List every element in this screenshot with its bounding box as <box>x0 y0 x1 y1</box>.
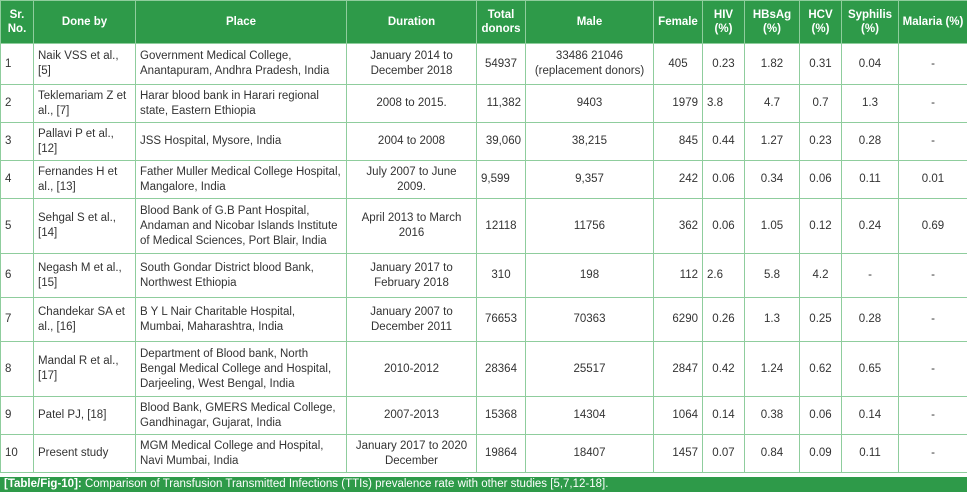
cell-duration: April 2013 to March 2016 <box>347 199 477 254</box>
cell-female: 362 <box>654 199 703 254</box>
cell-place: Blood Bank of G.B Pant Hospital, Andaman and Nicobar Islands Institute of Medical Sciences, Port Blair, India <box>136 199 347 254</box>
cell-hiv: 0.26 <box>703 298 745 342</box>
cell-total: 39,060 <box>477 123 526 161</box>
cell-sr: 9 <box>1 397 34 435</box>
cell-done-by: Negash M et al., [15] <box>34 254 136 298</box>
cell-sr: 10 <box>1 435 34 473</box>
figure-caption <box>0 477 967 492</box>
cell-hbsag: 5.8 <box>745 254 800 298</box>
cell-hiv: 2.6 <box>703 254 745 298</box>
cell-place: Department of Blood bank, North Bengal Medical College and Hospital, Darjeeling, West Bengal, India <box>136 342 347 397</box>
cell-sr: 7 <box>1 298 34 342</box>
table-row <box>1 298 967 342</box>
header-malaria: Malaria (%) <box>899 1 967 44</box>
cell-place: Government Medical College, Anantapuram, Andhra Pradesh, India <box>136 44 347 85</box>
cell-sr: 8 <box>1 342 34 397</box>
cell-total: 15368 <box>477 397 526 435</box>
header-duration: Duration <box>347 1 477 44</box>
header-done-by: Done by <box>34 1 136 44</box>
cell-syphilis: 0.11 <box>842 161 899 199</box>
cell-total: 310 <box>477 254 526 298</box>
cell-total: 12118 <box>477 199 526 254</box>
caption-label: [Table/Fig-10]: <box>4 478 82 490</box>
cell-hcv: 0.31 <box>800 44 842 85</box>
cell-malaria: 0.69 <box>899 199 967 254</box>
cell-total: 11,382 <box>477 85 526 123</box>
table-row <box>1 44 967 85</box>
cell-hbsag: 0.34 <box>745 161 800 199</box>
caption-text: Comparison of Transfusion Transmitted Infections (TTIs) prevalence rate with other studies [5,7,12-18]. <box>84 478 609 490</box>
cell-total: 28364 <box>477 342 526 397</box>
cell-male: 11756 <box>526 199 654 254</box>
cell-duration: January 2014 to December 2018 <box>347 44 477 85</box>
cell-place: Blood Bank, GMERS Medical College, Gandhinagar, Gujarat, India <box>136 397 347 435</box>
cell-duration: 2004 to 2008 <box>347 123 477 161</box>
cell-female: 1064 <box>654 397 703 435</box>
cell-male: 25517 <box>526 342 654 397</box>
cell-hcv: 0.23 <box>800 123 842 161</box>
cell-duration: 2007-2013 <box>347 397 477 435</box>
cell-female: 112 <box>654 254 703 298</box>
header-syphilis: Syphilis (%) <box>842 1 899 44</box>
cell-syphilis: 0.04 <box>842 44 899 85</box>
cell-sr: 5 <box>1 199 34 254</box>
cell-female: 6290 <box>654 298 703 342</box>
cell-place: Father Muller Medical College Hospital, Mangalore, India <box>136 161 347 199</box>
table-row <box>1 161 967 199</box>
cell-hcv: 0.06 <box>800 161 842 199</box>
cell-duration: 2010-2012 <box>347 342 477 397</box>
cell-hiv: 0.06 <box>703 199 745 254</box>
header-sr-no: Sr. No. <box>1 1 34 44</box>
cell-malaria: 0.01 <box>899 161 967 199</box>
cell-syphilis: 0.14 <box>842 397 899 435</box>
cell-syphilis: 0.28 <box>842 123 899 161</box>
cell-hcv: 0.25 <box>800 298 842 342</box>
cell-hcv: 0.06 <box>800 397 842 435</box>
cell-syphilis: - <box>842 254 899 298</box>
table-row <box>1 199 967 254</box>
cell-male: 38,215 <box>526 123 654 161</box>
cell-syphilis: 0.24 <box>842 199 899 254</box>
cell-male: 14304 <box>526 397 654 435</box>
cell-total: 9,599 <box>477 161 526 199</box>
header-hiv: HIV (%) <box>703 1 745 44</box>
cell-hcv: 0.62 <box>800 342 842 397</box>
cell-duration: July 2007 to June 2009. <box>347 161 477 199</box>
header-total-donors: Total donors <box>477 1 526 44</box>
cell-syphilis: 0.28 <box>842 298 899 342</box>
table-row <box>1 342 967 397</box>
cell-place: Harar blood bank in Harari regional state, Eastern Ethiopia <box>136 85 347 123</box>
header-female: Female <box>654 1 703 44</box>
table-row <box>1 435 967 473</box>
cell-hbsag: 0.84 <box>745 435 800 473</box>
cell-sr: 3 <box>1 123 34 161</box>
cell-female: 845 <box>654 123 703 161</box>
cell-done-by: Mandal R et al., [17] <box>34 342 136 397</box>
cell-hcv: 0.7 <box>800 85 842 123</box>
cell-female: 242 <box>654 161 703 199</box>
cell-hiv: 0.06 <box>703 161 745 199</box>
cell-place: South Gondar District blood Bank, Northwest Ethiopia <box>136 254 347 298</box>
cell-hbsag: 4.7 <box>745 85 800 123</box>
cell-total: 19864 <box>477 435 526 473</box>
header-place: Place <box>136 1 347 44</box>
table-row <box>1 85 967 123</box>
cell-duration: January 2007 to December 2011 <box>347 298 477 342</box>
cell-done-by: Teklemariam Z et al., [7] <box>34 85 136 123</box>
cell-done-by: Patel PJ, [18] <box>34 397 136 435</box>
cell-hbsag: 0.38 <box>745 397 800 435</box>
cell-male: 70363 <box>526 298 654 342</box>
cell-hcv: 0.12 <box>800 199 842 254</box>
cell-done-by: Pallavi P et al., [12] <box>34 123 136 161</box>
header-hbsag: HBsAg (%) <box>745 1 800 44</box>
cell-hiv: 0.14 <box>703 397 745 435</box>
cell-place: B Y L Nair Charitable Hospital, Mumbai, Maharashtra, India <box>136 298 347 342</box>
cell-sr: 1 <box>1 44 34 85</box>
cell-syphilis: 1.3 <box>842 85 899 123</box>
cell-male: 18407 <box>526 435 654 473</box>
cell-syphilis: 0.65 <box>842 342 899 397</box>
cell-place: MGM Medical College and Hospital, Navi Mumbai, India <box>136 435 347 473</box>
cell-female: 2847 <box>654 342 703 397</box>
cell-malaria: - <box>899 298 967 342</box>
cell-hbsag: 1.24 <box>745 342 800 397</box>
cell-male: 9403 <box>526 85 654 123</box>
cell-hbsag: 1.05 <box>745 199 800 254</box>
cell-malaria: - <box>899 123 967 161</box>
cell-sr: 4 <box>1 161 34 199</box>
cell-malaria: - <box>899 435 967 473</box>
cell-hbsag: 1.3 <box>745 298 800 342</box>
cell-hbsag: 1.27 <box>745 123 800 161</box>
cell-malaria: - <box>899 342 967 397</box>
cell-done-by: Sehgal S et al., [14] <box>34 199 136 254</box>
cell-done-by: Naik VSS et al., [5] <box>34 44 136 85</box>
cell-hiv: 0.42 <box>703 342 745 397</box>
cell-male: 9,357 <box>526 161 654 199</box>
cell-hiv: 0.44 <box>703 123 745 161</box>
cell-place: JSS Hospital, Mysore, India <box>136 123 347 161</box>
cell-duration: January 2017 to February 2018 <box>347 254 477 298</box>
cell-hiv: 0.07 <box>703 435 745 473</box>
header-row <box>1 1 967 44</box>
header-male: Male <box>526 1 654 44</box>
cell-sr: 6 <box>1 254 34 298</box>
table-row <box>1 123 967 161</box>
cell-done-by: Present study <box>34 435 136 473</box>
table-row <box>1 397 967 435</box>
cell-female: 1979 <box>654 85 703 123</box>
cell-duration: 2008 to 2015. <box>347 85 477 123</box>
cell-malaria: - <box>899 44 967 85</box>
table-row <box>1 254 967 298</box>
cell-hcv: 0.09 <box>800 435 842 473</box>
cell-malaria: - <box>899 85 967 123</box>
header-hcv: HCV (%) <box>800 1 842 44</box>
cell-female: 405 <box>654 44 703 85</box>
cell-female: 1457 <box>654 435 703 473</box>
cell-male: 198 <box>526 254 654 298</box>
cell-total: 54937 <box>477 44 526 85</box>
cell-sr: 2 <box>1 85 34 123</box>
cell-total: 76653 <box>477 298 526 342</box>
cell-done-by: Fernandes H et al., [13] <box>34 161 136 199</box>
cell-hiv: 3.8 <box>703 85 745 123</box>
cell-malaria: - <box>899 397 967 435</box>
cell-done-by: Chandekar SA et al., [16] <box>34 298 136 342</box>
cell-syphilis: 0.11 <box>842 435 899 473</box>
cell-malaria: - <box>899 254 967 298</box>
cell-hiv: 0.23 <box>703 44 745 85</box>
cell-male: 33486 21046 (replacement donors) <box>526 44 654 85</box>
cell-hbsag: 1.82 <box>745 44 800 85</box>
cell-hcv: 4.2 <box>800 254 842 298</box>
cell-duration: January 2017 to 2020 December <box>347 435 477 473</box>
